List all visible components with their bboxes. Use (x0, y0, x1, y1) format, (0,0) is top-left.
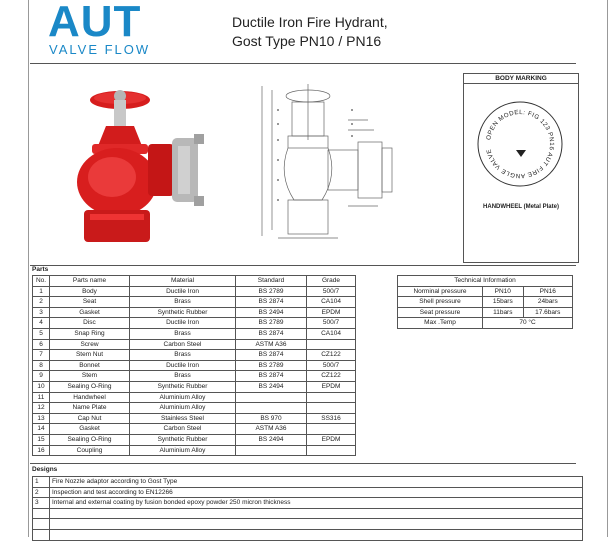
table-cell: Ductile Iron (130, 286, 236, 297)
table-row (33, 339, 356, 350)
table-row (33, 350, 356, 361)
table-cell: Carbon Steel (130, 424, 236, 435)
title-line-2: Gost Type PN10 / PN16 (232, 33, 382, 49)
technical-temp-row (398, 318, 573, 329)
table-row (33, 519, 583, 530)
table-cell: Norminal pressure (398, 286, 483, 297)
table-cell: EPDM (307, 307, 356, 318)
table-cell (50, 508, 583, 519)
table-cell: Seat (50, 297, 130, 308)
table-cell: Synthetic Rubber (130, 381, 236, 392)
table-row (33, 318, 356, 329)
table-cell: BS 2789 (236, 286, 307, 297)
designs-divider (30, 463, 576, 464)
table-cell: Cap Nut (50, 413, 130, 424)
table-cell: Internal and external coating by fusion bonded epoxy powder 250 micron thickness (50, 498, 583, 509)
table-cell: 1 (33, 286, 50, 297)
table-cell (236, 403, 307, 414)
technical-heading: Technical Information (398, 276, 573, 287)
table-cell: Snap Ring (50, 328, 130, 339)
table-row (33, 403, 356, 414)
table-cell (50, 529, 583, 540)
table-cell: Brass (130, 328, 236, 339)
page-title (232, 13, 388, 51)
table-cell: CA104 (307, 328, 356, 339)
table-cell (307, 339, 356, 350)
brand-name: AUT (48, 0, 142, 46)
table-cell: Stainless Steel (130, 413, 236, 424)
table-cell: 15 (33, 434, 50, 445)
table-cell: BS 2494 (236, 307, 307, 318)
table-cell: 4 (33, 318, 50, 329)
table-row (33, 297, 356, 308)
col-header: Grade (307, 276, 356, 287)
table-cell: 13 (33, 413, 50, 424)
parts-divider (30, 265, 576, 266)
table-cell (33, 529, 50, 540)
table-cell: BS 2874 (236, 371, 307, 382)
table-cell: ASTM A36 (236, 339, 307, 350)
table-cell (236, 392, 307, 403)
table-cell: 16 (33, 445, 50, 456)
table-row (33, 360, 356, 371)
table-cell: 1 (33, 477, 50, 488)
table-cell: Fire Nozzle adaptor according to Gost Type (50, 477, 583, 488)
table-row (33, 328, 356, 339)
table-cell: Synthetic Rubber (130, 307, 236, 318)
table-row (398, 307, 573, 318)
technical-temp-value: 70 °C (483, 318, 573, 329)
table-row (33, 498, 583, 509)
table-cell: 2 (33, 297, 50, 308)
table-cell: BS 2874 (236, 350, 307, 361)
body-marking-caption: HANDWHEEL (Metal Plate) (483, 204, 559, 210)
table-cell: Body (50, 286, 130, 297)
table-cell (307, 445, 356, 456)
table-row (33, 487, 583, 498)
body-marking-panel (463, 73, 579, 263)
table-cell: PN16 (523, 286, 572, 297)
table-row (33, 381, 356, 392)
col-header: No. (33, 276, 50, 287)
hydrant-photo (62, 82, 212, 247)
table-cell: Aluminium Alloy (130, 445, 236, 456)
table-cell: Disc (50, 318, 130, 329)
table-cell: Gasket (50, 424, 130, 435)
table-cell: 17.6bars (523, 307, 572, 318)
table-cell (33, 519, 50, 530)
table-cell: 11bars (483, 307, 524, 318)
table-cell: PN10 (483, 286, 524, 297)
table-cell: Carbon Steel (130, 339, 236, 350)
header-divider (30, 63, 576, 64)
table-cell: Stem Nut (50, 350, 130, 361)
table-row (33, 508, 583, 519)
table-cell: EPDM (307, 434, 356, 445)
table-cell: Coupling (50, 445, 130, 456)
table-cell: Screw (50, 339, 130, 350)
body-marking-heading: BODY MARKING (464, 74, 578, 84)
table-cell: BS 2789 (236, 318, 307, 329)
table-cell: 14 (33, 424, 50, 435)
table-cell (33, 508, 50, 519)
table-cell: Inspection and test according to EN12266 (50, 487, 583, 498)
table-cell: 500/7 (307, 318, 356, 329)
table-cell: 7 (33, 350, 50, 361)
table-cell (236, 445, 307, 456)
table-cell: CA104 (307, 297, 356, 308)
parts-section-label: Parts (32, 266, 49, 273)
table-cell: 12 (33, 403, 50, 414)
table-row (33, 529, 583, 540)
table-cell: Ductile Iron (130, 360, 236, 371)
technical-table (397, 275, 573, 329)
table-cell: BS 2874 (236, 297, 307, 308)
table-cell: BS 2789 (236, 360, 307, 371)
table-cell: EPDM (307, 381, 356, 392)
technical-header-row (398, 276, 573, 287)
table-cell: Aluminium Alloy (130, 403, 236, 414)
table-cell: 6 (33, 339, 50, 350)
table-cell: Bonnet (50, 360, 130, 371)
table-cell: Brass (130, 350, 236, 361)
table-row (33, 477, 583, 488)
table-cell: Synthetic Rubber (130, 434, 236, 445)
table-row (33, 307, 356, 318)
table-cell: CZ122 (307, 350, 356, 361)
table-cell: Gasket (50, 307, 130, 318)
table-cell: Shell pressure (398, 297, 483, 308)
table-row (33, 392, 356, 403)
table-cell: CZ122 (307, 371, 356, 382)
designs-table (32, 476, 583, 541)
table-cell: 11 (33, 392, 50, 403)
brand-tagline: VALVE FLOW (49, 42, 151, 57)
table-cell: Brass (130, 371, 236, 382)
table-cell: 500/7 (307, 360, 356, 371)
table-cell: SS316 (307, 413, 356, 424)
body-marking-ring-text: OPEN MODEL: FIG 123 PN16 AUT FIRE ANGLE VALVE (485, 108, 556, 180)
table-cell: Stem (50, 371, 130, 382)
table-cell: Name Plate (50, 403, 130, 414)
table-cell: Handwheel (50, 392, 130, 403)
table-cell (307, 424, 356, 435)
table-row (33, 445, 356, 456)
table-cell: 500/7 (307, 286, 356, 297)
parts-table (32, 275, 356, 456)
table-cell: 8 (33, 360, 50, 371)
hydrant-drawing (248, 80, 408, 250)
table-row (33, 434, 356, 445)
table-cell: 3 (33, 307, 50, 318)
col-header: Standard (236, 276, 307, 287)
col-header: Material (130, 276, 236, 287)
table-cell (50, 519, 583, 530)
table-row (398, 297, 573, 308)
table-cell (307, 403, 356, 414)
table-row (33, 371, 356, 382)
table-cell: 15bars (483, 297, 524, 308)
table-cell: Sealing O-Ring (50, 434, 130, 445)
table-cell: Seat pressure (398, 307, 483, 318)
table-cell: Sealing O-Ring (50, 381, 130, 392)
table-cell: BS 2494 (236, 434, 307, 445)
parts-header-row (33, 276, 356, 287)
technical-temp-label: Max .Temp (398, 318, 483, 329)
table-cell: 10 (33, 381, 50, 392)
title-line-1: Ductile Iron Fire Hydrant, (232, 14, 388, 30)
table-row (398, 286, 573, 297)
table-cell: 3 (33, 498, 50, 509)
table-row (33, 413, 356, 424)
table-cell: BS 2494 (236, 381, 307, 392)
table-cell: BS 970 (236, 413, 307, 424)
col-header: Parts name (50, 276, 130, 287)
table-cell: 5 (33, 328, 50, 339)
table-cell: Aluminium Alloy (130, 392, 236, 403)
handwheel-plate-icon (476, 100, 564, 188)
table-cell: Brass (130, 297, 236, 308)
table-cell (307, 392, 356, 403)
table-row (33, 424, 356, 435)
table-cell: 9 (33, 371, 50, 382)
designs-section-label: Designs (32, 466, 58, 473)
table-cell: ASTM A36 (236, 424, 307, 435)
table-cell: 24bars (523, 297, 572, 308)
table-row (33, 286, 356, 297)
table-cell: Ductile Iron (130, 318, 236, 329)
table-cell: BS 2874 (236, 328, 307, 339)
table-cell: 2 (33, 487, 50, 498)
